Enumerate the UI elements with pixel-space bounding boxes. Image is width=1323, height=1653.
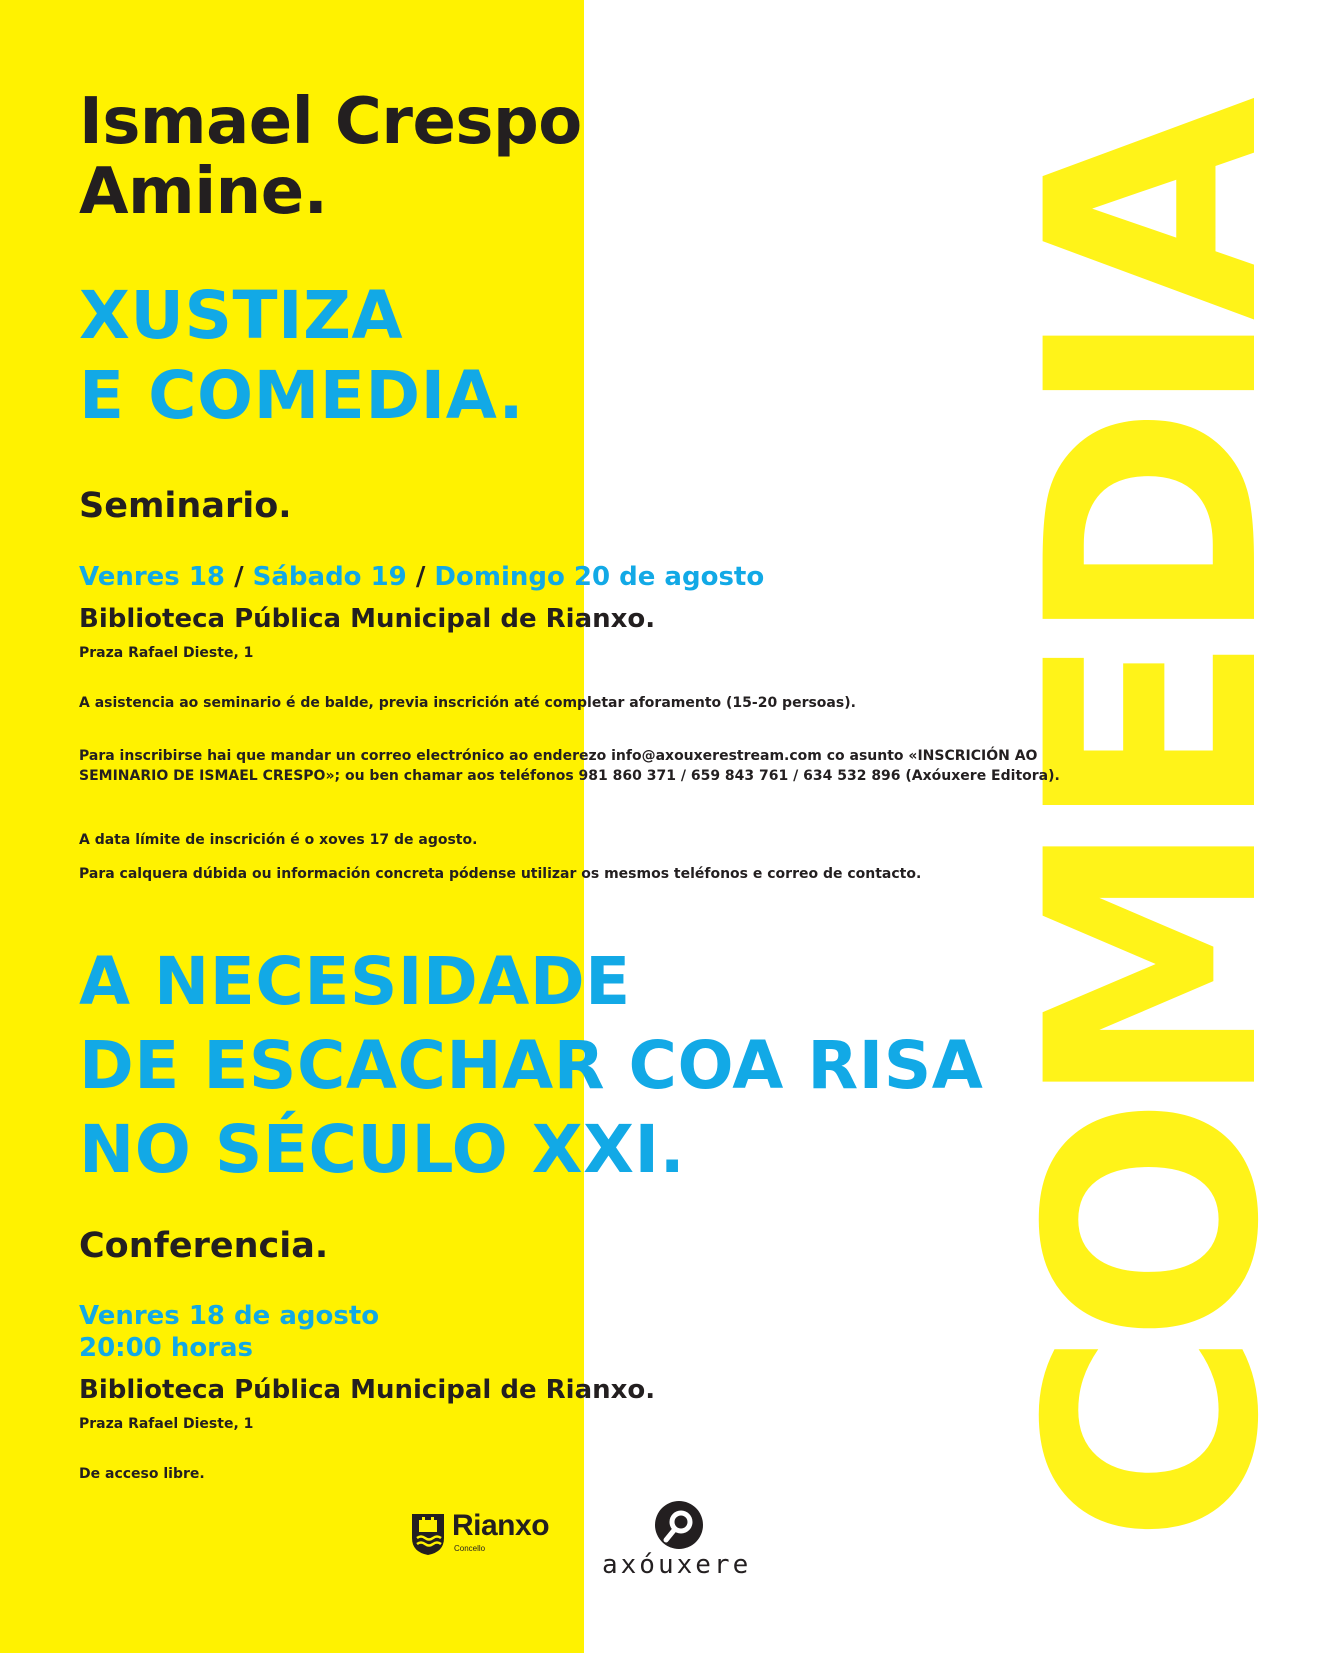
conference-title-line1: A NECESIDADE	[79, 943, 631, 1020]
conference-title-line3: NO SÉCULO XXI.	[79, 1111, 686, 1188]
seminar-note-attendance: A asistencia ao seminario é de balde, previa inscrición até completar aforamento (15-20 persoas).	[79, 695, 856, 711]
axouxere-logo-name: axóuxere	[602, 1550, 752, 1580]
author-name-line1: Ismael Crespo	[79, 85, 582, 159]
rianxo-logo-name: Rianxo	[452, 1509, 550, 1542]
seminar-date-1: Venres 18	[79, 562, 226, 592]
conference-type: Conferencia.	[79, 1226, 329, 1266]
seminar-type: Seminario.	[79, 486, 292, 526]
seminar-title-line1: XUSTIZA	[79, 277, 404, 354]
seminar-dates	[79, 561, 764, 593]
conference-note-access: De acceso libre.	[79, 1466, 205, 1482]
background-word: COMEDIA	[986, 108, 1323, 1544]
axouxere-key-icon	[654, 1500, 704, 1550]
seminar-note-contact: Para calquera dúbida ou información concreta pódense utilizar os mesmos teléfonos e correo de contacto.	[79, 866, 922, 882]
seminar-note-registration: Para inscribirse hai que mandar un correo electrónico ao enderezo info@axouxerestream.com co asunto «INSCRICIÓN AO SEMINARIO DE ISMAEL CRESPO»; ou ben chamar aos teléfonos 981 860 371 / 659 843 761 / 634 532 896 (Axóuxere Editora).	[79, 748, 1060, 784]
seminar-note-deadline: A data límite de inscrición é o xoves 17 de agosto.	[79, 832, 478, 848]
seminar-title-line2: E COMEDIA.	[79, 357, 525, 434]
conference-venue: Biblioteca Pública Municipal de Rianxo.	[79, 1375, 656, 1405]
date-separator: /	[415, 562, 426, 592]
conference-date: Venres 18 de agosto	[79, 1301, 380, 1331]
axouxere-logo	[596, 1500, 766, 1580]
date-separator: /	[234, 562, 244, 592]
rianxo-logo	[410, 1510, 570, 1558]
conference-address: Praza Rafael Dieste, 1	[79, 1416, 254, 1432]
conference-title-line2: DE ESCACHAR COA RISA	[79, 1027, 984, 1104]
rianxo-shield-icon	[410, 1512, 446, 1556]
seminar-venue: Biblioteca Pública Municipal de Rianxo.	[79, 604, 656, 634]
author-name-line2: Amine.	[79, 155, 328, 229]
seminar-address: Praza Rafael Dieste, 1	[79, 645, 254, 661]
seminar-date-3: Domingo 20 de agosto	[434, 562, 765, 592]
conference-time: 20:00 horas	[79, 1333, 254, 1363]
seminar-date-2: Sábado 19	[252, 562, 407, 592]
rianxo-logo-sub: Concello	[454, 1544, 486, 1553]
